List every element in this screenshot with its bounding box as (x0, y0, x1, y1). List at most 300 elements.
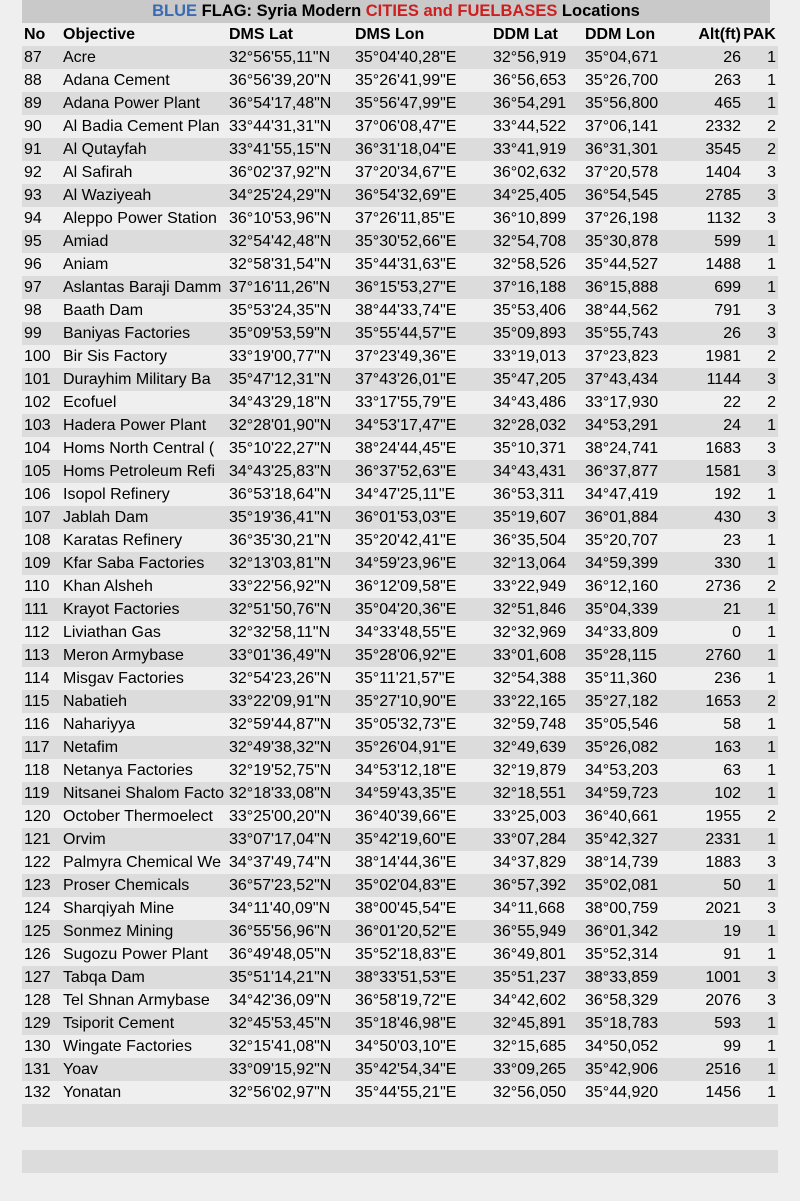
cell-no[interactable]: 122 (22, 851, 61, 874)
cell-objective[interactable]: Nitsanei Shalom Facto (61, 782, 227, 805)
cell-dms-lat[interactable]: 33°44'31,31"N (227, 115, 353, 138)
cell-no[interactable]: 130 (22, 1035, 61, 1058)
cell-pak[interactable]: 1 (741, 759, 778, 782)
cell-pak[interactable]: 2 (741, 115, 778, 138)
cell-ddm-lon[interactable]: 36°58,329 (583, 989, 681, 1012)
cell-objective[interactable]: Khan Alsheh (61, 575, 227, 598)
cell-dms-lon[interactable]: 37°23'49,36"E (353, 345, 491, 368)
table-row[interactable] (22, 552, 778, 575)
cell-objective[interactable]: Misgav Factories (61, 667, 227, 690)
cell-no[interactable]: 105 (22, 460, 61, 483)
cell-pak[interactable]: 1 (741, 920, 778, 943)
cell-dms-lon[interactable]: 36°31'18,04"E (353, 138, 491, 161)
cell-objective[interactable]: Aniam (61, 253, 227, 276)
cell-pak[interactable]: 1 (741, 1035, 778, 1058)
cell-ddm-lat[interactable]: 33°22,165 (491, 690, 583, 713)
cell-dms-lat[interactable]: 32°54'23,26"N (227, 667, 353, 690)
table-row[interactable] (22, 368, 778, 391)
cell-no[interactable]: 132 (22, 1081, 61, 1104)
cell-pak[interactable]: 1 (741, 253, 778, 276)
cell-no[interactable]: 107 (22, 506, 61, 529)
cell-dms-lat[interactable]: 34°25'24,29"N (227, 184, 353, 207)
cell-objective[interactable]: Acre (61, 46, 227, 69)
cell-dms-lon[interactable]: 36°01'53,03"E (353, 506, 491, 529)
cell-objective[interactable]: Durayhim Military Ba (61, 368, 227, 391)
cell-ddm-lon[interactable]: 37°23,823 (583, 345, 681, 368)
cell-no[interactable]: 100 (22, 345, 61, 368)
cell-ddm-lat[interactable]: 34°43,486 (491, 391, 583, 414)
cell-no[interactable]: 97 (22, 276, 61, 299)
cell-no[interactable]: 92 (22, 161, 61, 184)
table-row[interactable] (22, 115, 778, 138)
table-row[interactable] (22, 920, 778, 943)
cell-dms-lat[interactable]: 32°56'55,11"N (227, 46, 353, 69)
cell-ddm-lat[interactable]: 36°02,632 (491, 161, 583, 184)
cell-ddm-lon[interactable]: 35°42,327 (583, 828, 681, 851)
cell-objective[interactable]: Al Safirah (61, 161, 227, 184)
cell-ddm-lon[interactable]: 34°53,203 (583, 759, 681, 782)
cell-pak[interactable]: 1 (741, 483, 778, 506)
empty-cell[interactable] (583, 1150, 681, 1173)
cell-pak[interactable]: 1 (741, 782, 778, 805)
cell-alt[interactable]: 1883 (681, 851, 741, 874)
cell-alt[interactable]: 430 (681, 506, 741, 529)
cell-ddm-lon[interactable]: 36°12,160 (583, 575, 681, 598)
cell-alt[interactable]: 26 (681, 322, 741, 345)
table-row[interactable] (22, 322, 778, 345)
cell-ddm-lon[interactable]: 36°37,877 (583, 460, 681, 483)
cell-no[interactable]: 103 (22, 414, 61, 437)
cell-dms-lat[interactable]: 33°19'00,77"N (227, 345, 353, 368)
cell-dms-lat[interactable]: 35°10'22,27"N (227, 437, 353, 460)
table-row[interactable] (22, 207, 778, 230)
cell-dms-lat[interactable]: 36°10'53,96"N (227, 207, 353, 230)
cell-dms-lon[interactable]: 35°02'04,83"E (353, 874, 491, 897)
cell-dms-lat[interactable]: 33°41'55,15"N (227, 138, 353, 161)
cell-ddm-lon[interactable]: 35°04,339 (583, 598, 681, 621)
cell-ddm-lat[interactable]: 32°19,879 (491, 759, 583, 782)
cell-no[interactable]: 126 (22, 943, 61, 966)
cell-dms-lat[interactable]: 32°18'33,08"N (227, 782, 353, 805)
cell-alt[interactable]: 593 (681, 1012, 741, 1035)
cell-ddm-lat[interactable]: 32°51,846 (491, 598, 583, 621)
cell-objective[interactable]: Yoav (61, 1058, 227, 1081)
cell-objective[interactable]: Kfar Saba Factories (61, 552, 227, 575)
cell-dms-lat[interactable]: 36°49'48,05"N (227, 943, 353, 966)
cell-alt[interactable]: 2076 (681, 989, 741, 1012)
cell-alt[interactable]: 599 (681, 230, 741, 253)
empty-cell[interactable] (353, 1127, 491, 1150)
table-row[interactable] (22, 92, 778, 115)
cell-objective[interactable]: Wingate Factories (61, 1035, 227, 1058)
cell-dms-lat[interactable]: 32°19'52,75"N (227, 759, 353, 782)
cell-no[interactable]: 113 (22, 644, 61, 667)
cell-pak[interactable]: 2 (741, 805, 778, 828)
cell-dms-lon[interactable]: 35°44'55,21"E (353, 1081, 491, 1104)
cell-dms-lon[interactable]: 38°00'45,54"E (353, 897, 491, 920)
cell-dms-lon[interactable]: 35°30'52,66"E (353, 230, 491, 253)
cell-ddm-lon[interactable]: 35°04,671 (583, 46, 681, 69)
cell-dms-lat[interactable]: 33°07'17,04"N (227, 828, 353, 851)
cell-dms-lon[interactable]: 35°04'40,28"E (353, 46, 491, 69)
cell-alt[interactable]: 1404 (681, 161, 741, 184)
cell-ddm-lat[interactable]: 33°44,522 (491, 115, 583, 138)
cell-ddm-lat[interactable]: 33°25,003 (491, 805, 583, 828)
table-row[interactable] (22, 966, 778, 989)
table-row[interactable] (22, 345, 778, 368)
cell-dms-lat[interactable]: 33°22'09,91"N (227, 690, 353, 713)
table-row[interactable] (22, 299, 778, 322)
cell-ddm-lon[interactable]: 37°06,141 (583, 115, 681, 138)
cell-dms-lon[interactable]: 34°59'23,96"E (353, 552, 491, 575)
cell-dms-lat[interactable]: 35°51'14,21"N (227, 966, 353, 989)
empty-cell[interactable] (22, 1150, 61, 1173)
cell-pak[interactable]: 1 (741, 943, 778, 966)
cell-objective[interactable]: Al Qutayfah (61, 138, 227, 161)
col-header-objective[interactable]: Objective (61, 23, 227, 46)
table-row[interactable] (22, 253, 778, 276)
cell-alt[interactable]: 3545 (681, 138, 741, 161)
cell-ddm-lon[interactable]: 37°20,578 (583, 161, 681, 184)
table-row[interactable] (22, 483, 778, 506)
cell-ddm-lon[interactable]: 37°43,434 (583, 368, 681, 391)
cell-no[interactable]: 112 (22, 621, 61, 644)
cell-dms-lat[interactable]: 32°58'31,54"N (227, 253, 353, 276)
table-row[interactable] (22, 161, 778, 184)
table-row[interactable] (22, 621, 778, 644)
cell-objective[interactable]: Al Badia Cement Plan (61, 115, 227, 138)
empty-cell[interactable] (353, 1104, 491, 1127)
empty-row[interactable] (22, 1150, 778, 1173)
cell-ddm-lon[interactable]: 35°55,743 (583, 322, 681, 345)
cell-no[interactable]: 114 (22, 667, 61, 690)
cell-ddm-lat[interactable]: 32°49,639 (491, 736, 583, 759)
cell-dms-lon[interactable]: 35°27'10,90"E (353, 690, 491, 713)
cell-no[interactable]: 104 (22, 437, 61, 460)
cell-pak[interactable]: 1 (741, 713, 778, 736)
table-row[interactable] (22, 460, 778, 483)
cell-dms-lon[interactable]: 38°24'44,45"E (353, 437, 491, 460)
cell-dms-lat[interactable]: 34°37'49,74"N (227, 851, 353, 874)
table-row[interactable] (22, 1058, 778, 1081)
cell-objective[interactable]: Al Waziyeah (61, 184, 227, 207)
cell-dms-lon[interactable]: 35°56'47,99"E (353, 92, 491, 115)
cell-no[interactable]: 119 (22, 782, 61, 805)
empty-row[interactable] (22, 1127, 778, 1150)
cell-no[interactable]: 128 (22, 989, 61, 1012)
cell-objective[interactable]: Sugozu Power Plant (61, 943, 227, 966)
cell-ddm-lon[interactable]: 35°42,906 (583, 1058, 681, 1081)
cell-objective[interactable]: Hadera Power Plant (61, 414, 227, 437)
cell-ddm-lon[interactable]: 36°31,301 (583, 138, 681, 161)
cell-dms-lon[interactable]: 36°58'19,72"E (353, 989, 491, 1012)
cell-ddm-lat[interactable]: 32°45,891 (491, 1012, 583, 1035)
cell-pak[interactable]: 3 (741, 322, 778, 345)
cell-ddm-lon[interactable]: 34°47,419 (583, 483, 681, 506)
cell-alt[interactable]: 699 (681, 276, 741, 299)
cell-pak[interactable]: 3 (741, 506, 778, 529)
cell-pak[interactable]: 1 (741, 1081, 778, 1104)
cell-dms-lat[interactable]: 36°02'37,92"N (227, 161, 353, 184)
cell-pak[interactable]: 2 (741, 138, 778, 161)
cell-pak[interactable]: 1 (741, 874, 778, 897)
cell-dms-lon[interactable]: 35°20'42,41"E (353, 529, 491, 552)
cell-dms-lat[interactable]: 36°53'18,64"N (227, 483, 353, 506)
cell-no[interactable]: 93 (22, 184, 61, 207)
cell-ddm-lon[interactable]: 35°56,800 (583, 92, 681, 115)
cell-pak[interactable]: 3 (741, 299, 778, 322)
table-row[interactable] (22, 690, 778, 713)
cell-ddm-lon[interactable]: 35°05,546 (583, 713, 681, 736)
cell-dms-lon[interactable]: 36°40'39,66"E (353, 805, 491, 828)
cell-alt[interactable]: 23 (681, 529, 741, 552)
table-row[interactable] (22, 851, 778, 874)
cell-ddm-lat[interactable]: 35°51,237 (491, 966, 583, 989)
cell-ddm-lat[interactable]: 32°58,526 (491, 253, 583, 276)
cell-dms-lat[interactable]: 34°42'36,09"N (227, 989, 353, 1012)
cell-ddm-lat[interactable]: 32°54,388 (491, 667, 583, 690)
cell-dms-lon[interactable]: 34°53'17,47"E (353, 414, 491, 437)
cell-ddm-lon[interactable]: 34°59,399 (583, 552, 681, 575)
empty-cell[interactable] (22, 1127, 61, 1150)
cell-alt[interactable]: 2736 (681, 575, 741, 598)
cell-ddm-lon[interactable]: 35°30,878 (583, 230, 681, 253)
cell-dms-lat[interactable]: 32°59'44,87"N (227, 713, 353, 736)
cell-ddm-lon[interactable]: 35°20,707 (583, 529, 681, 552)
cell-pak[interactable]: 2 (741, 690, 778, 713)
cell-pak[interactable]: 3 (741, 368, 778, 391)
cell-no[interactable]: 108 (22, 529, 61, 552)
cell-objective[interactable]: Aleppo Power Station (61, 207, 227, 230)
table-row[interactable] (22, 46, 778, 69)
cell-ddm-lat[interactable]: 36°56,653 (491, 69, 583, 92)
col-header-no[interactable]: No (22, 23, 61, 46)
cell-alt[interactable]: 1488 (681, 253, 741, 276)
empty-cell[interactable] (681, 1127, 741, 1150)
cell-objective[interactable]: Adana Cement (61, 69, 227, 92)
cell-objective[interactable]: Aslantas Baraji Damm (61, 276, 227, 299)
cell-ddm-lon[interactable]: 37°26,198 (583, 207, 681, 230)
cell-ddm-lat[interactable]: 32°56,050 (491, 1081, 583, 1104)
cell-pak[interactable]: 1 (741, 552, 778, 575)
cell-objective[interactable]: Tabqa Dam (61, 966, 227, 989)
table-row[interactable] (22, 414, 778, 437)
cell-objective[interactable]: Netanya Factories (61, 759, 227, 782)
cell-alt[interactable]: 791 (681, 299, 741, 322)
col-header-dms-lon[interactable]: DMS Lon (353, 23, 491, 46)
cell-ddm-lat[interactable]: 33°09,265 (491, 1058, 583, 1081)
table-row[interactable] (22, 943, 778, 966)
cell-pak[interactable]: 1 (741, 276, 778, 299)
cell-alt[interactable]: 0 (681, 621, 741, 644)
cell-dms-lon[interactable]: 36°15'53,27"E (353, 276, 491, 299)
table-row[interactable] (22, 69, 778, 92)
table-row[interactable] (22, 138, 778, 161)
cell-ddm-lat[interactable]: 36°55,949 (491, 920, 583, 943)
cell-objective[interactable]: Baath Dam (61, 299, 227, 322)
cell-objective[interactable]: Nabatieh (61, 690, 227, 713)
cell-objective[interactable]: Homs Petroleum Refi (61, 460, 227, 483)
cell-pak[interactable]: 1 (741, 828, 778, 851)
cell-ddm-lat[interactable]: 34°37,829 (491, 851, 583, 874)
table-row[interactable] (22, 736, 778, 759)
cell-alt[interactable]: 1955 (681, 805, 741, 828)
cell-dms-lat[interactable]: 35°47'12,31"N (227, 368, 353, 391)
cell-ddm-lat[interactable]: 37°16,188 (491, 276, 583, 299)
cell-no[interactable]: 109 (22, 552, 61, 575)
cell-pak[interactable]: 2 (741, 345, 778, 368)
empty-cell[interactable] (227, 1104, 353, 1127)
cell-objective[interactable]: October Thermoelect (61, 805, 227, 828)
cell-pak[interactable]: 1 (741, 46, 778, 69)
cell-ddm-lon[interactable]: 35°18,783 (583, 1012, 681, 1035)
cell-no[interactable]: 102 (22, 391, 61, 414)
cell-alt[interactable]: 263 (681, 69, 741, 92)
table-row[interactable] (22, 1035, 778, 1058)
cell-pak[interactable]: 1 (741, 667, 778, 690)
cell-ddm-lon[interactable]: 36°40,661 (583, 805, 681, 828)
cell-dms-lat[interactable]: 33°22'56,92"N (227, 575, 353, 598)
cell-alt[interactable]: 58 (681, 713, 741, 736)
empty-cell[interactable] (353, 1150, 491, 1173)
cell-dms-lat[interactable]: 34°43'29,18"N (227, 391, 353, 414)
cell-no[interactable]: 118 (22, 759, 61, 782)
cell-dms-lat[interactable]: 32°15'41,08"N (227, 1035, 353, 1058)
cell-objective[interactable]: Palmyra Chemical We (61, 851, 227, 874)
cell-no[interactable]: 99 (22, 322, 61, 345)
cell-ddm-lat[interactable]: 33°01,608 (491, 644, 583, 667)
col-header-alt[interactable]: Alt(ft) (681, 23, 741, 46)
col-header-ddm-lon[interactable]: DDM Lon (583, 23, 681, 46)
cell-ddm-lat[interactable]: 32°56,919 (491, 46, 583, 69)
cell-ddm-lon[interactable]: 38°33,859 (583, 966, 681, 989)
cell-no[interactable]: 127 (22, 966, 61, 989)
cell-no[interactable]: 123 (22, 874, 61, 897)
cell-ddm-lon[interactable]: 35°27,182 (583, 690, 681, 713)
cell-pak[interactable]: 1 (741, 598, 778, 621)
cell-alt[interactable]: 1456 (681, 1081, 741, 1104)
cell-objective[interactable]: Proser Chemicals (61, 874, 227, 897)
cell-dms-lat[interactable]: 32°49'38,32"N (227, 736, 353, 759)
cell-ddm-lat[interactable]: 32°54,708 (491, 230, 583, 253)
cell-ddm-lon[interactable]: 36°01,342 (583, 920, 681, 943)
cell-ddm-lon[interactable]: 38°14,739 (583, 851, 681, 874)
cell-ddm-lon[interactable]: 35°52,314 (583, 943, 681, 966)
cell-ddm-lat[interactable]: 33°22,949 (491, 575, 583, 598)
cell-dms-lon[interactable]: 37°20'34,67"E (353, 161, 491, 184)
cell-pak[interactable]: 1 (741, 736, 778, 759)
cell-ddm-lon[interactable]: 35°44,920 (583, 1081, 681, 1104)
cell-no[interactable]: 124 (22, 897, 61, 920)
table-row[interactable] (22, 598, 778, 621)
cell-ddm-lon[interactable]: 38°44,562 (583, 299, 681, 322)
cell-no[interactable]: 129 (22, 1012, 61, 1035)
cell-no[interactable]: 106 (22, 483, 61, 506)
cell-dms-lon[interactable]: 36°01'20,52"E (353, 920, 491, 943)
cell-dms-lon[interactable]: 38°33'51,53"E (353, 966, 491, 989)
cell-ddm-lat[interactable]: 34°25,405 (491, 184, 583, 207)
cell-objective[interactable]: Ecofuel (61, 391, 227, 414)
cell-pak[interactable]: 1 (741, 230, 778, 253)
cell-pak[interactable]: 1 (741, 621, 778, 644)
empty-cell[interactable] (491, 1127, 583, 1150)
cell-objective[interactable]: Baniyas Factories (61, 322, 227, 345)
cell-no[interactable]: 96 (22, 253, 61, 276)
cell-pak[interactable]: 1 (741, 529, 778, 552)
cell-ddm-lat[interactable]: 32°15,685 (491, 1035, 583, 1058)
cell-ddm-lat[interactable]: 32°28,032 (491, 414, 583, 437)
cell-objective[interactable]: Bir Sis Factory (61, 345, 227, 368)
cell-pak[interactable]: 2 (741, 575, 778, 598)
cell-dms-lon[interactable]: 35°26'04,91"E (353, 736, 491, 759)
cell-pak[interactable]: 3 (741, 184, 778, 207)
cell-objective[interactable]: Adana Power Plant (61, 92, 227, 115)
cell-alt[interactable]: 2331 (681, 828, 741, 851)
cell-ddm-lat[interactable]: 36°53,311 (491, 483, 583, 506)
table-row[interactable] (22, 782, 778, 805)
cell-alt[interactable]: 1144 (681, 368, 741, 391)
col-header-dms-lat[interactable]: DMS Lat (227, 23, 353, 46)
cell-ddm-lon[interactable]: 38°24,741 (583, 437, 681, 460)
cell-pak[interactable]: 1 (741, 414, 778, 437)
cell-dms-lat[interactable]: 33°25'00,20"N (227, 805, 353, 828)
cell-pak[interactable]: 3 (741, 207, 778, 230)
cell-no[interactable]: 89 (22, 92, 61, 115)
cell-objective[interactable]: Karatas Refinery (61, 529, 227, 552)
table-row[interactable] (22, 1081, 778, 1104)
cell-ddm-lon[interactable]: 34°33,809 (583, 621, 681, 644)
cell-objective[interactable]: Sharqiyah Mine (61, 897, 227, 920)
cell-pak[interactable]: 3 (741, 966, 778, 989)
cell-alt[interactable]: 50 (681, 874, 741, 897)
cell-alt[interactable]: 2785 (681, 184, 741, 207)
cell-ddm-lat[interactable]: 35°09,893 (491, 322, 583, 345)
cell-dms-lat[interactable]: 36°55'56,96"N (227, 920, 353, 943)
cell-dms-lat[interactable]: 32°28'01,90"N (227, 414, 353, 437)
cell-objective[interactable]: Orvim (61, 828, 227, 851)
cell-objective[interactable]: Jablah Dam (61, 506, 227, 529)
cell-objective[interactable]: Tsiporit Cement (61, 1012, 227, 1035)
cell-alt[interactable]: 24 (681, 414, 741, 437)
cell-objective[interactable]: Netafim (61, 736, 227, 759)
cell-alt[interactable]: 91 (681, 943, 741, 966)
empty-cell[interactable] (227, 1150, 353, 1173)
cell-dms-lon[interactable]: 35°52'18,83"E (353, 943, 491, 966)
empty-cell[interactable] (583, 1127, 681, 1150)
cell-alt[interactable]: 26 (681, 46, 741, 69)
cell-dms-lat[interactable]: 33°01'36,49"N (227, 644, 353, 667)
cell-dms-lat[interactable]: 37°16'11,26"N (227, 276, 353, 299)
cell-dms-lat[interactable]: 36°57'23,52"N (227, 874, 353, 897)
table-row[interactable] (22, 437, 778, 460)
empty-cell[interactable] (61, 1104, 227, 1127)
cell-ddm-lat[interactable]: 36°54,291 (491, 92, 583, 115)
cell-no[interactable]: 98 (22, 299, 61, 322)
cell-pak[interactable]: 1 (741, 644, 778, 667)
cell-alt[interactable]: 2332 (681, 115, 741, 138)
cell-alt[interactable]: 63 (681, 759, 741, 782)
cell-alt[interactable]: 22 (681, 391, 741, 414)
cell-ddm-lon[interactable]: 35°28,115 (583, 644, 681, 667)
cell-no[interactable]: 91 (22, 138, 61, 161)
cell-objective[interactable]: Isopol Refinery (61, 483, 227, 506)
cell-dms-lon[interactable]: 35°18'46,98"E (353, 1012, 491, 1035)
cell-ddm-lat[interactable]: 35°47,205 (491, 368, 583, 391)
cell-dms-lon[interactable]: 35°26'41,99"E (353, 69, 491, 92)
cell-no[interactable]: 90 (22, 115, 61, 138)
cell-dms-lon[interactable]: 36°37'52,63"E (353, 460, 491, 483)
empty-cell[interactable] (741, 1104, 778, 1127)
